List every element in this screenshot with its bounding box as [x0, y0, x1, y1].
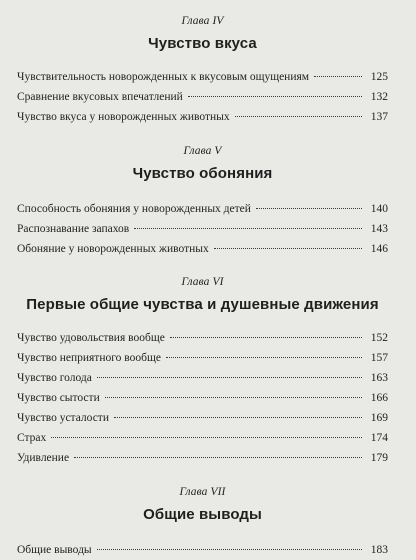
toc-entry-title: Удивление	[17, 452, 70, 464]
chapter-title: Чувство обоняния	[132, 165, 273, 182]
toc-entry-title: Чувство сытости	[17, 392, 100, 404]
toc-list	[17, 540, 388, 560]
chapter-label: Глава VI	[181, 276, 224, 288]
toc-list	[17, 199, 388, 259]
chapter-6-section	[17, 275, 388, 468]
toc-entry-page: 137	[370, 111, 388, 123]
dot-leader	[105, 397, 362, 398]
toc-entry	[17, 87, 388, 107]
toc-entry-title: Чувство усталости	[17, 412, 109, 424]
chapter-title: Общие выводы	[143, 506, 262, 523]
toc-entry	[17, 448, 388, 468]
dot-leader	[134, 228, 362, 229]
dot-leader	[235, 116, 362, 117]
toc-entry-title: Обоняние у новорожденных животных	[17, 243, 209, 255]
toc-entry-page: 132	[370, 91, 388, 103]
toc-entry	[17, 328, 388, 348]
toc-entry	[17, 348, 388, 368]
dot-leader	[314, 76, 362, 77]
toc-entry	[17, 219, 388, 239]
toc-entry	[17, 368, 388, 388]
toc-entry-page: 152	[370, 332, 388, 344]
toc-entry-title: Чувство голода	[17, 372, 92, 384]
toc-entry-title: Чувство вкуса у новорожденных животных	[17, 111, 230, 123]
toc-entry-page: 169	[370, 412, 388, 424]
chapter-label: Глава IV	[181, 15, 224, 27]
toc-entry	[17, 428, 388, 448]
dot-leader	[256, 208, 362, 209]
toc-entry-page: 157	[370, 352, 388, 364]
toc-entry	[17, 107, 388, 127]
dot-leader	[51, 437, 362, 438]
toc-entry-title: Распознавание запахов	[17, 223, 130, 235]
toc-entry-page: 183	[370, 544, 388, 556]
toc-entry-title: Страх	[17, 432, 47, 444]
chapter-title: Чувство вкуса	[148, 35, 257, 52]
toc-entry-page: 146	[370, 243, 388, 255]
toc-entry-title: Чувство неприятного вообще	[17, 352, 161, 364]
toc-list	[17, 67, 388, 127]
dot-leader	[97, 377, 362, 378]
toc-entry-title: Сравнение вкусовых впечатлений	[17, 91, 183, 103]
dot-leader	[170, 337, 362, 338]
dot-leader	[166, 357, 362, 358]
toc-entry	[17, 239, 388, 259]
toc-entry-title: Общие выводы	[17, 544, 92, 556]
dot-leader	[74, 457, 362, 458]
toc-entry	[17, 199, 388, 219]
dot-leader	[214, 248, 362, 249]
toc-entry-title: Способность обоняния у новорожденных детей	[17, 203, 251, 215]
chapter-7-section	[17, 485, 388, 560]
dot-leader	[97, 549, 362, 550]
toc-entry	[17, 388, 388, 408]
chapter-4-section	[17, 14, 388, 127]
toc-list	[17, 328, 388, 468]
chapter-5-section	[17, 144, 388, 259]
toc-entry-page: 143	[370, 223, 388, 235]
chapter-label: Глава VII	[179, 486, 226, 498]
toc-entry-page: 163	[370, 372, 388, 384]
toc-entry-page: 179	[370, 452, 388, 464]
toc-entry	[17, 408, 388, 428]
chapter-label: Глава V	[183, 145, 222, 157]
toc-entry-page: 140	[370, 203, 388, 215]
chapter-title: Первые общие чувства и душевные движения	[26, 296, 379, 313]
dot-leader	[114, 417, 362, 418]
toc-entry-title: Чувствительность новорожденных к вкусовым ощущениям	[17, 71, 310, 83]
toc-entry-title: Чувство удовольствия вообще	[17, 332, 165, 344]
toc-entry-page: 166	[370, 392, 388, 404]
toc-entry	[17, 67, 388, 87]
toc-entry	[17, 540, 388, 560]
toc-entry-page: 174	[370, 432, 388, 444]
dot-leader	[188, 96, 362, 97]
toc-entry-page: 125	[370, 71, 388, 83]
